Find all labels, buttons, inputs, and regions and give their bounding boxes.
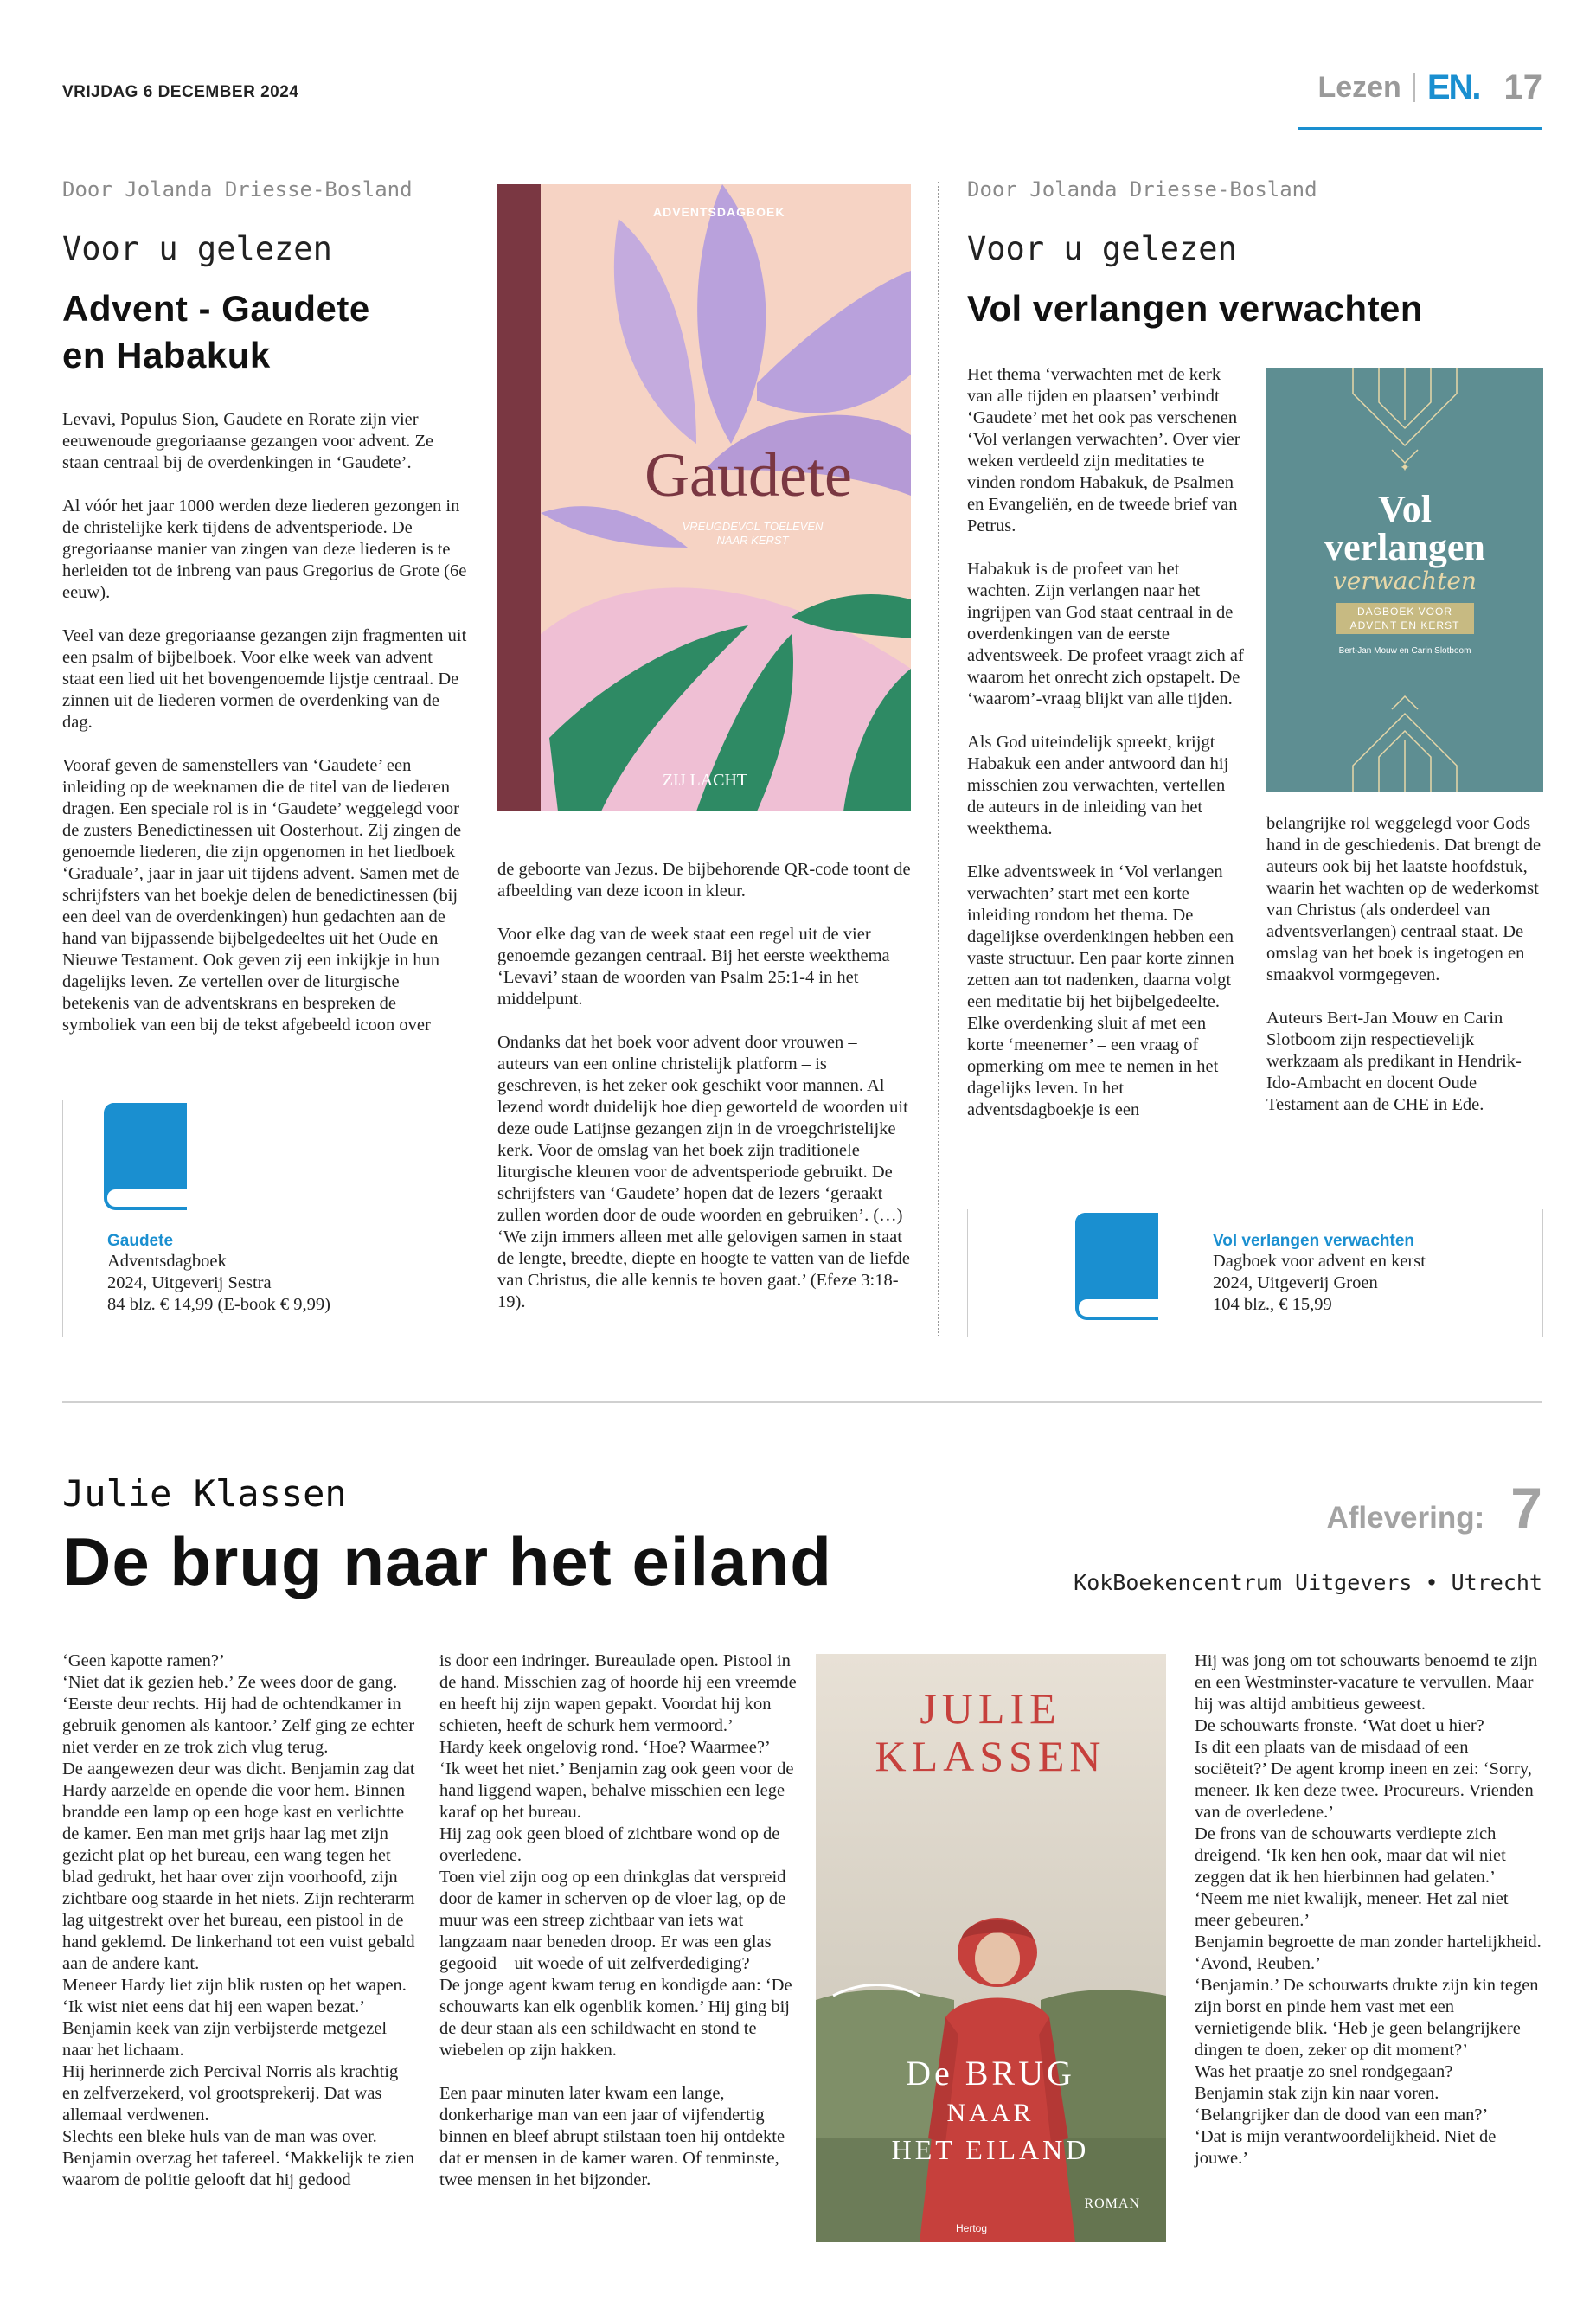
serial-column-1: [62, 1650, 417, 2191]
text-line: Hij zag ook geen bloed of zichtbare wond op de overledene.: [439, 1824, 780, 1865]
klassen-cover-title-2: NAAR: [946, 2099, 1035, 2127]
aflevering-number: 7: [1510, 1476, 1542, 1540]
text-line: Hij herinnerde zich Percival Norris als krachtig en zelfverzekerd, vol grootsprekerij. Dat was allemaal verdwenen.: [62, 2062, 399, 2125]
vol-cover-subtitle-1: DAGBOEK VOOR: [1356, 606, 1453, 618]
text-line: ‘Benjamin.’ De schouwarts drukte zijn kin tegen zijn borst en pinde hem vast met een vernietigende blik. ‘Heb je geen belangrijkere dingen te doen, zeker op dit moment?’: [1195, 1976, 1539, 2060]
aflevering-label: Aflevering:: [1326, 1501, 1485, 1535]
klassen-cover-genre: ROMAN: [1084, 2196, 1140, 2211]
paragraph: Auteurs Bert-Jan Mouw en Carin Slotboom zijn respectievelijk werkzaam als predikant in Hendrik-Ido-Ambacht en docent Oude Testament aan de CHE in Ede.: [1266, 1009, 1522, 1114]
text-line: Benjamin begroette de man zonder hartelijkheid. ‘Avond, Reuben.’: [1195, 1932, 1542, 1973]
paragraph: Levavi, Populus Sion, Gaudete en Rorate zijn vier eeuwenoude gregoriaanse gezangen voor advent. Ze staan centraal bij de overdenkingen in ‘Gaudete’.: [62, 410, 434, 472]
text-line: ‘Geen kapotte ramen?’: [62, 1651, 225, 1670]
vol-cover-authors: Bert-Jan Mouw en Carin Slotboom: [1338, 646, 1471, 656]
text-line: De jonge agent kwam terug en kondigde aan: ‘De schouwarts kan elk ogenblik komen.’ Hij ging bij de deur staan als een schildwacht en stond te wiebelen op zijn hakken.: [439, 1976, 792, 2060]
text-line: is door een indringer. Bureaulade open. Pistool in de hand. Misschien zag of hoorde hij een vreemde en heeft hij zijn wapen gepakt. Voordat hij kon schieten, heeft de schurk hem vermoord.’: [439, 1651, 797, 1735]
issue-date: VRIJDAG 6 DECEMBER 2024: [62, 83, 299, 101]
vol-cover-title-3: verwachten: [1332, 567, 1477, 595]
gaudete-cover-label: ADVENTSDAGBOEK: [653, 205, 785, 219]
paragraph: belangrijke rol weggelegd voor Gods hand in de geschiedenis. Dat brengt de auteurs ook bij het laatste hoofdstuk, waarin het wachten op de wederkomst van Christus (als onderdeel van adventsverlangen) centraal staat. De omslag van het boek is ingetogen en smaakvol vormgegeven.: [1266, 814, 1542, 984]
paragraph: Al vóór het jaar 1000 werden deze liederen gezongen in de christelijke kerk tijdens de adventsperiode. De gregoriaanse manier van zingen van deze liederen is te herleiden tot de inbreng van paus Gregorius de Grote (6e eeuw).: [62, 497, 467, 602]
text-line: ‘Ik weet het niet.’ Benjamin zag ook geen voor de hand liggend wapen, behalve misschien een lege karaf op het bureau.: [439, 1759, 794, 1822]
text-line: Meneer Hardy liet zijn blik rusten op het wapen. ‘Ik wist niet eens dat hij een wapen bezat.’: [62, 1976, 407, 2016]
page-number: 17: [1503, 67, 1542, 106]
left-headline-line-2: en Habakuk: [62, 335, 271, 375]
text-line: ‘Dat is mijn verantwoordelijkheid. Niet de jouwe.’: [1195, 2127, 1497, 2168]
right-headline: Vol verlangen verwachten: [967, 288, 1424, 329]
aflevering: [1326, 1475, 1542, 1541]
info-title: Gaudete: [107, 1232, 174, 1250]
text-line: ‘Niet dat ik gezien heb.’ Ze wees door de gang. ‘Eerste deur rechts. Hij had de ochtendkamer in gebruik genomen als kantoor.’ Zelf ging ze echter niet verder en ze trok zich vlug terug.: [62, 1673, 415, 1757]
klassen-cover-author-2: KLASSEN: [875, 1732, 1106, 1780]
paragraph: Veel van deze gregoriaanse gezangen zijn fragmenten uit een psalm of bijbelboek. Voor elke week van advent staat een lied uit het bovengenoemde lijstje centraal. De zinnen uit de liederen vormen de overdenking van de dag.: [62, 626, 467, 732]
left-byline: Door Jolanda Driesse-Bosland: [62, 177, 413, 202]
vol-verlangen-book-cover: [1266, 368, 1543, 792]
info-box-rule: [967, 1209, 968, 1337]
text-line: Is dit een plaats van de misdaad of een sociëteit?’ De agent kromp ineen en zei: ‘Sorry, meneer. Ik ken deze twee. Procureurs. Vrienden van de overledene.’: [1195, 1738, 1534, 1822]
header-rule: [1298, 127, 1542, 130]
serial-column-3: [1195, 1650, 1542, 2170]
right-review-column-2: [1266, 813, 1543, 1138]
info-line: 104 blz., € 15,99: [1213, 1295, 1332, 1314]
de-brug-book-cover: [816, 1654, 1166, 2242]
section-name: Lezen: [1317, 70, 1401, 104]
serial-author: Julie Klassen: [62, 1472, 347, 1515]
text-line: Hardy keek ongelovig rond. ‘Hoe? Waarmee?’: [439, 1738, 771, 1757]
page-header: [1317, 66, 1542, 109]
info-line: 84 blz. € 14,99 (E-book € 9,99): [107, 1295, 330, 1314]
paragraph: Ondanks dat het boek voor advent door vrouwen – auteurs van een online christelijk platform – is geschreven, is het zeker ook geschikt voor mannen. Al lezend wordt duidelijk hoe diep geworteld de woorden uit deze oude Latijnse gezangen zijn in de vroegchristelijke kerk. Voor de omslag van het boek zijn traditionele liturgische kleuren voor de adventsperiode gebruikt. De schrijfsters van ‘Gaudete’ hopen dat de lezers ‘geraakt zullen worden door de oude woorden en gebruiken’. (…) ‘We zijn immers alleen met alle gelovigen samen in staat de lengte, breedte, diepte en hoogte te vatten van de liefde van Christus, die alle kennis te boven gaat.’ (Efeze 3:18-19).: [497, 1033, 910, 1311]
info-title: Vol verlangen verwachten: [1213, 1232, 1415, 1250]
paragraph: Habakuk is de profeet van het wachten. Zijn verlangen naar het ingrijpen van God staat centraal in de overdenkingen van de eerste adventsweek. De profeet vraagt zich af waarom het onrecht zich opstapelt. De ‘waarom’-vraag blijkt van alle tijden.: [967, 560, 1244, 708]
gaudete-cover-art: [497, 184, 911, 811]
paragraph: Voor elke dag van de week staat een regel uit de vier genoemde gezangen centraal. Bij het eerste weekthema ‘Levavi’ staan de woorden van Psalm 25:1-4 in het middelpunt.: [497, 925, 890, 1009]
gaudete-cover-subtitle-1: VREUGDEVOL TOELEVEN: [682, 520, 824, 533]
paragraph: Het thema ‘verwachten met de kerk van alle tijden en plaatsen’ verbindt ‘Gaudete’ met het ook pas verschenen ‘Vol verlangen verwachten’. Over vier weken verdeeld zijn meditaties te vinden rondom Habakuk, de Psalmen en Evangeliën, en de tweede brief van Petrus.: [967, 365, 1240, 535]
left-headline-line-1: Advent - Gaudete: [62, 288, 370, 329]
info-line: 2024, Uitgeverij Groen: [1213, 1273, 1378, 1292]
text-line: Was het praatje zo snel rondgegaan?: [1195, 2062, 1453, 2081]
header-divider: [1413, 73, 1415, 102]
star-icon: ✦: [1400, 462, 1410, 475]
text-line: Hij was jong om tot schouwarts benoemd te zijn en een Westminster-vacature te vervullen. Maar hij was altijd ambitieus geweest.: [1195, 1651, 1538, 1714]
serial-title: De brug naar het eiland: [62, 1523, 832, 1599]
right-review-column-1: [967, 364, 1246, 1143]
paragraph: Vooraf geven de samenstellers van ‘Gaudete’ een inleiding op de weeknamen die de titel van de liederen dragen. Een speciale rol is in ‘Gaudete’ weggelegd voor de zusters Benedictinessen uit Oosterhout. Zij zingen de genoemde liederen, die zijn opgenomen in het liedboek ‘Graduale’, jaar in jaar uit tijdens advent. Samen met de schrijfsters van het boekje delen de benedictinessen (bij een deel van de overdenkingen) hun gedachten aan de hand van bijpassende bijbelgedeeltes uit het Oude en Nieuwe Testament. Ook geven zij een inkijkje in hun dagelijks leven. Ze vertellen over de liturgische betekenis van de adventskrans en bespreken de symboliek van een bij de tekst afgebeeld icoon over: [62, 756, 462, 1035]
book-icon: [104, 1103, 190, 1210]
vol-cover-subtitle-2: ADVENT EN KERST: [1349, 619, 1460, 631]
text-line: Benjamin stak zijn kin naar voren.: [1195, 2084, 1439, 2103]
info-box-rule: [1542, 1209, 1543, 1337]
gaudete-book-cover: [497, 184, 911, 811]
vol-cover-title-1: Vol: [1378, 488, 1432, 530]
text-line: De frons van de schouwarts verdiepte zich dreigend. ‘Ik ken hen ook, maar dat wil niet zeggen dat ik hen hierbinnen had gelaten.’: [1195, 1824, 1506, 1887]
text-line: Een paar minuten later kwam een lange, donkerharige man van een jaar of vijfendertig binnen en bleef abrupt stilstaan toen hij ontdekte dat er mensen in de kamer waren. Of tenminste, twee mensen in het bijzonder.: [439, 2084, 785, 2189]
left-review-column-2: [497, 859, 911, 1335]
column-divider: [938, 182, 939, 1336]
en-logo: EN.: [1426, 67, 1480, 106]
info-line: 2024, Uitgeverij Sestra: [107, 1273, 272, 1292]
text-line: Benjamin keek van zijn verbijsterde metgezel naar het lichaam.: [62, 2019, 388, 2060]
info-line: Dagboek voor advent en kerst: [1213, 1252, 1426, 1271]
klassen-cover-publisher: Hertog: [955, 2222, 988, 2234]
right-byline: Door Jolanda Driesse-Bosland: [967, 177, 1317, 202]
klassen-cover-title-3: HET EILAND: [891, 2134, 1090, 2165]
klassen-cover-author-1: JULIE: [920, 1684, 1061, 1733]
gaudete-info: [107, 1232, 453, 1316]
klassen-cover-title-1: De BRUG: [906, 2054, 1075, 2093]
paragraph: de geboorte van Jezus. De bijbehorende QR-code toont de afbeelding van deze icoon in kleur.: [497, 860, 911, 901]
vol-verlangen-info: [1213, 1232, 1533, 1316]
serial-column-2: [439, 1650, 798, 2191]
text-line: Toen viel zijn oog op een drinkglas dat verspreid door de kamer in scherven op de vloer lag, op de muur was een streep zichtbaar van iets wat langzaam naar beneden droop. Er was een glas gegooid – uit woede of uit zelfverdediging?: [439, 1868, 786, 1973]
serial-publisher: KokBoekencentrum Uitgevers • Utrecht: [1074, 1570, 1542, 1595]
spacer: [439, 2061, 798, 2083]
gaudete-cover-title: Gaudete: [644, 440, 852, 510]
book-icon: [1075, 1213, 1162, 1320]
de-brug-cover-art: [816, 1654, 1166, 2242]
left-kicker: Voor u gelezen: [62, 230, 332, 267]
info-box-rule: [62, 1100, 63, 1337]
section-separator: [62, 1401, 1542, 1403]
left-review-column-1: [62, 409, 469, 1058]
text-line: Slechts een bleke huls van de man was over. Benjamin overzag het tafereel. ‘Makkelijk te zien waarom de politie gelooft dat hij gedood: [62, 2127, 414, 2189]
paragraph: Als God uiteindelijk spreekt, krijgt Habakuk een ander antwoord dan hij misschien zou verwachten, vertellen de auteurs in de inleiding van het weekthema.: [967, 733, 1229, 838]
text-line: ‘Neem me niet kwalijk, meneer. Het zal niet meer gebeuren.’: [1195, 1889, 1509, 1930]
text-line: ‘Belangrijker dan de dood van een man?’: [1195, 2106, 1489, 2125]
vol-verlangen-cover-art: [1266, 368, 1543, 792]
gaudete-cover-subtitle-2: NAAR KERST: [716, 534, 789, 547]
right-kicker: Voor u gelezen: [967, 230, 1237, 267]
vol-cover-title-2: verlangen: [1324, 526, 1485, 568]
text-line: De aangewezen deur was dicht. Benjamin zag dat Hardy aarzelde en opende die voor hem. Binnen brandde een lamp op een hoge kast en verlichtte de kamer. Een man met grijs haar lag met zijn gezicht plat op het bureau, een wang tegen het blad gedrukt, het haar over zijn voorhoofd, zijn zichtbare oog staarde in het niets. Zijn rechterarm lag uitgestrekt over het bureau, een pistool in de hand geklemd. De linkerhand tot een vuist gebald aan de andere kant.: [62, 1759, 415, 1973]
paragraph: Elke adventsweek in ‘Vol verlangen verwachten’ start met een korte inleiding rondom het thema. De dagelijkse overdenkingen hebben een vaste structuur. Een paar korte zinnen zetten aan tot nadenken, daarna volgt een meditatie bij het bijbelgedeelte. Elke overdenking sluit af met een korte ‘meenemer’ – een vraag of opmerking om mee te nemen in het dagelijks leven. In het adventsdagboekje is een: [967, 862, 1234, 1119]
info-line: Adventsdagboek: [107, 1252, 227, 1271]
text-line: De schouwarts fronste. ‘Wat doet u hier?: [1195, 1716, 1484, 1735]
left-headline: [62, 285, 495, 379]
gaudete-cover-publisher: ZIJ LACHT: [662, 771, 748, 790]
